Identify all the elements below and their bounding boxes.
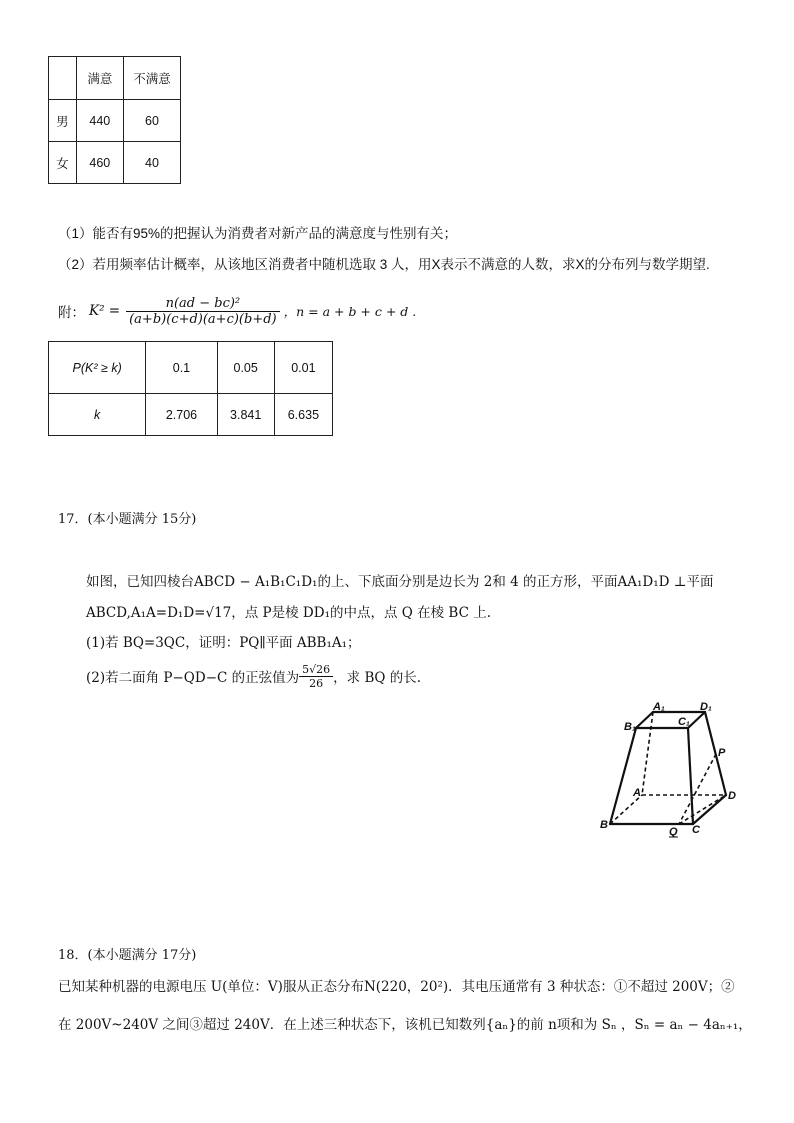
table-header-cell (49, 57, 77, 100)
table-cell: 40 (124, 142, 181, 184)
problem-17-line-3: (1)若 BQ=3QC，证明：PQ∥平面 ABB₁A₁； (86, 635, 361, 651)
table-cell: P(K² ≥ k) (49, 342, 146, 394)
chi-square-formula (58, 288, 416, 334)
table-cell: 460 (76, 142, 123, 184)
sine-fraction (299, 663, 333, 690)
formula-numerator: n(ad − bc)² (126, 296, 280, 312)
vertex-label-b: B (600, 819, 608, 831)
vertex-label-d1: D₁ (700, 701, 712, 713)
table-cell: 60 (124, 100, 181, 142)
vertex-label-a: A (633, 787, 641, 799)
table-cell: 440 (76, 100, 123, 142)
table-cell: k (49, 394, 146, 436)
problem-18-line-1: 已知某种机器的电源电压 U(单位：V)服从正态分布N(220，20²)．其电压通常有 3 种状态：①不超过 200V；② (58, 979, 735, 995)
problem-17-line-2: ABCD,A₁A=D₁D=√17，点 P是棱 DD₁的中点，点 Q 在棱 BC 上. (86, 605, 492, 621)
vertex-label-a1: A₁ (653, 701, 665, 713)
vertex-label-c1: C₁ (678, 716, 690, 728)
table-cell: 0.1 (146, 342, 217, 394)
table-cell: 0.01 (274, 342, 332, 394)
problem-17-line-4 (86, 657, 421, 695)
vertex-label-q: Q (669, 826, 678, 838)
table-header-cell: 满意 (76, 57, 123, 100)
table-cell: 2.706 (146, 394, 217, 436)
table-cell: 3.841 (217, 394, 274, 436)
formula-tail: ，n = a + b + c + d . (283, 304, 417, 319)
formula-fraction (126, 296, 280, 327)
critical-value-table (48, 341, 333, 436)
vertex-label-c: C (692, 824, 700, 836)
vertex-label-b1: B₁ (624, 721, 636, 733)
vertex-label-d: D (728, 790, 736, 802)
problem-18-line-2: 在 200V~240V 之间③超过 240V．在上述三种状态下，该机已知数列{aₙ}的前 n项和为 Sₙ ，Sₙ = aₙ − 4aₙ₊₁， (58, 1017, 752, 1033)
question-16-part-1: （1）能否有95%的把握认为消费者对新产品的满意度与性别有关； (58, 226, 458, 241)
table-cell: 0.05 (217, 342, 274, 394)
formula-lhs: K² = (89, 303, 121, 319)
problem-17-line-1: 如图，已知四棱台ABCD − A₁B₁C₁D₁的上、下底面分别是边长为 2和 4 的正方形，平面AA₁D₁D ⊥平面 (86, 574, 714, 590)
formula-denominator: (a+b)(c+d)(a+c)(b+d) (129, 311, 277, 327)
vertex-label-p: P (718, 747, 726, 759)
satisfaction-table (48, 56, 181, 184)
line-4-prefix: (2)若二面角 P−QD−C 的正弦值为 (86, 670, 300, 686)
table-cell: 男 (49, 100, 77, 142)
problem-17-header: 17．(本小题满分 15分) (58, 512, 197, 527)
sine-numerator: 5√26 (299, 663, 333, 677)
table-cell: 女 (49, 142, 77, 184)
frustum-figure (596, 698, 746, 843)
question-16-part-2: （2）若用频率估计概率，从该地区消费者中随机选取 3 人，用X表示不满意的人数，求X的分布列与数学期望. (58, 257, 710, 272)
line-4-suffix: ，求 BQ 的长. (333, 670, 422, 686)
sine-denominator: 26 (309, 676, 324, 690)
appendix-label: 附： (58, 305, 85, 320)
table-header-cell: 不满意 (124, 57, 181, 100)
problem-18-header: 18．(本小题满分 17分) (58, 948, 197, 963)
table-cell: 6.635 (274, 394, 332, 436)
